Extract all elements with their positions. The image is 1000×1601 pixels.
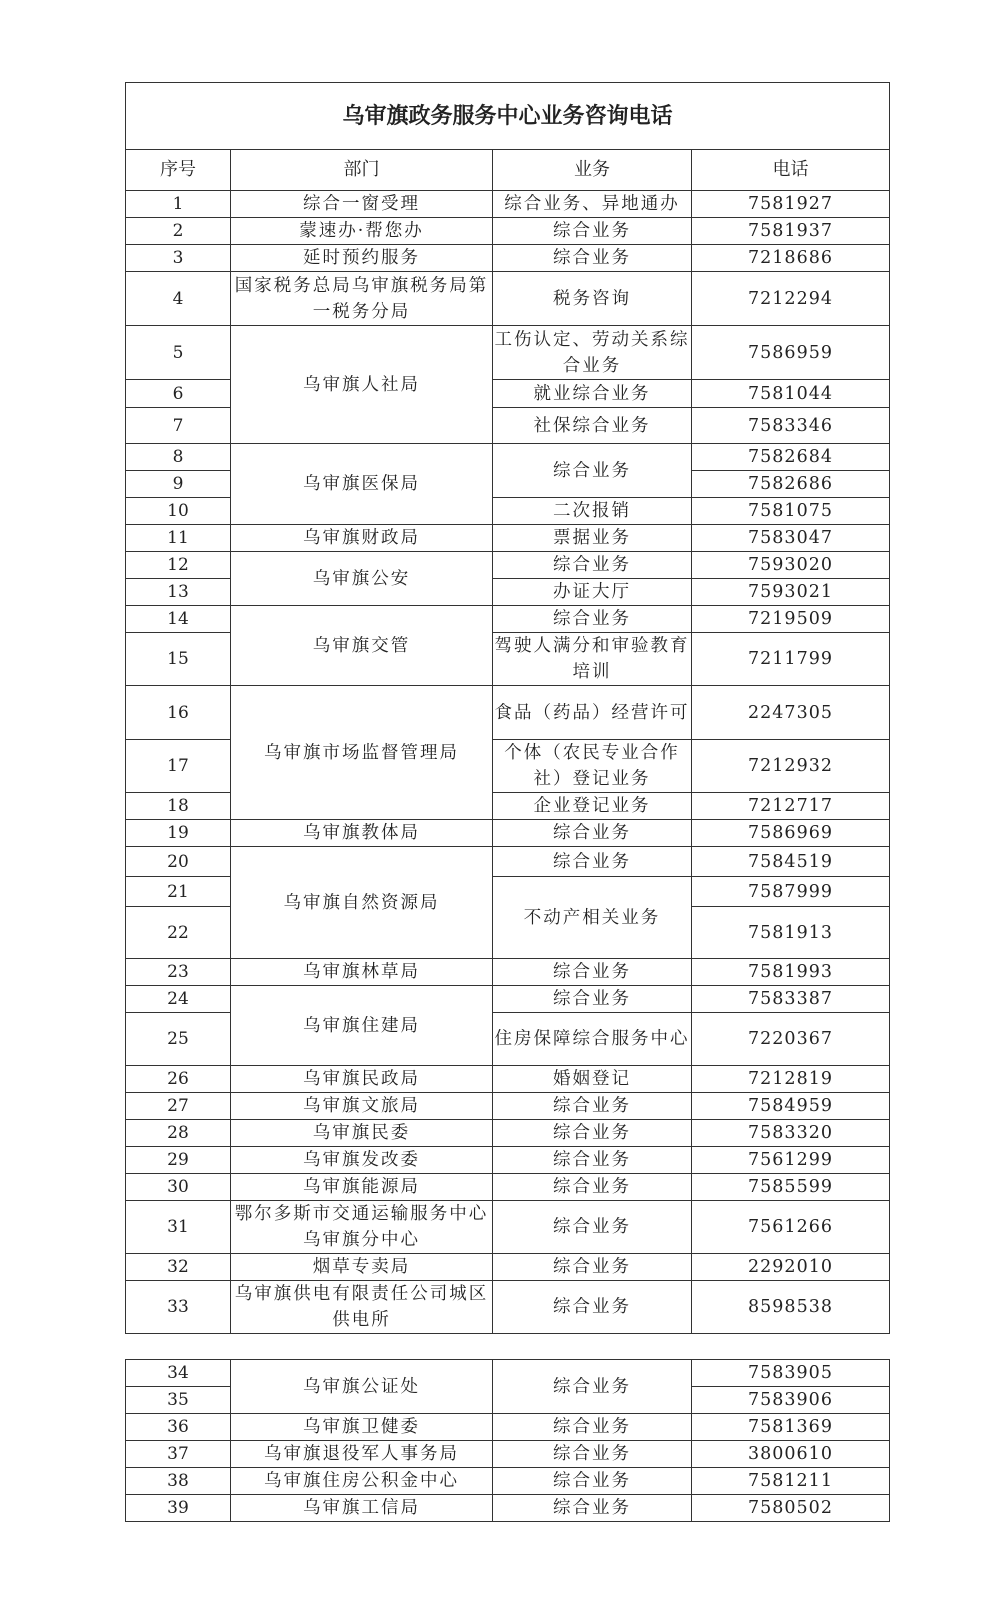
table-row	[126, 1468, 890, 1495]
row-no: 2	[126, 218, 231, 245]
header-tel: 电话	[692, 150, 890, 191]
row-tel: 7581369	[692, 1414, 890, 1441]
row-biz: 综合业务	[493, 1147, 692, 1174]
row-dept: 乌审旗教体局	[231, 820, 493, 847]
row-tel: 3800610	[692, 1441, 890, 1468]
row-tel: 7582684	[692, 444, 890, 471]
row-tel: 7583346	[692, 408, 890, 444]
row-biz: 食品（药品）经营许可	[493, 686, 692, 740]
row-tel: 7580502	[692, 1495, 890, 1522]
row-biz: 就业综合业务	[493, 380, 692, 408]
table-row	[126, 1201, 890, 1254]
row-tel: 7218686	[692, 245, 890, 272]
row-dept: 乌审旗自然资源局	[231, 847, 493, 959]
row-biz: 综合业务	[493, 1281, 692, 1334]
table-row	[126, 959, 890, 986]
row-no: 18	[126, 793, 231, 820]
row-no: 4	[126, 272, 231, 326]
row-no: 39	[126, 1495, 231, 1522]
row-tel: 7212932	[692, 740, 890, 793]
row-no: 6	[126, 380, 231, 408]
row-no: 13	[126, 579, 231, 606]
table-row	[126, 1495, 890, 1522]
row-tel: 7220367	[692, 1013, 890, 1066]
row-no: 12	[126, 552, 231, 579]
row-biz: 综合业务	[493, 245, 692, 272]
row-tel: 7581044	[692, 380, 890, 408]
row-dept: 乌审旗住房公积金中心	[231, 1468, 493, 1495]
row-no: 8	[126, 444, 231, 471]
row-biz: 工伤认定、劳动关系综合业务	[493, 326, 692, 380]
row-biz: 综合业务	[493, 218, 692, 245]
table-row	[126, 1093, 890, 1120]
table-row	[126, 272, 890, 326]
table-row	[126, 552, 890, 579]
row-tel: 7581927	[692, 191, 890, 218]
table-row	[126, 1254, 890, 1281]
row-biz: 综合业务	[493, 1174, 692, 1201]
row-biz: 不动产相关业务	[493, 877, 692, 959]
row-dept: 乌审旗交管	[231, 606, 493, 686]
row-dept: 综合一窗受理	[231, 191, 493, 218]
row-dept: 乌审旗供电有限责任公司城区供电所	[231, 1281, 493, 1334]
row-tel: 7212717	[692, 793, 890, 820]
row-biz: 综合业务	[493, 986, 692, 1013]
row-no: 29	[126, 1147, 231, 1174]
row-dept: 国家税务总局乌审旗税务局第一税务分局	[231, 272, 493, 326]
row-biz: 综合业务	[493, 1495, 692, 1522]
contact-table-continued	[125, 1359, 890, 1522]
row-dept: 鄂尔多斯市交通运输服务中心乌审旗分中心	[231, 1201, 493, 1254]
row-biz: 二次报销	[493, 498, 692, 525]
row-no: 15	[126, 633, 231, 686]
table-row	[126, 986, 890, 1013]
table-row	[126, 606, 890, 633]
row-no: 9	[126, 471, 231, 498]
row-tel: 7212819	[692, 1066, 890, 1093]
row-tel: 7561266	[692, 1201, 890, 1254]
row-tel: 7581075	[692, 498, 890, 525]
row-dept: 乌审旗公证处	[231, 1360, 493, 1414]
row-biz: 综合业务	[493, 606, 692, 633]
row-no: 22	[126, 907, 231, 959]
row-biz: 企业登记业务	[493, 793, 692, 820]
row-no: 24	[126, 986, 231, 1013]
row-no: 16	[126, 686, 231, 740]
row-biz: 综合业务	[493, 1414, 692, 1441]
row-biz: 住房保障综合服务中心	[493, 1013, 692, 1066]
table-row	[126, 1147, 890, 1174]
header-dept: 部门	[231, 150, 493, 191]
row-no: 28	[126, 1120, 231, 1147]
row-biz: 综合业务	[493, 552, 692, 579]
table-row	[126, 1414, 890, 1441]
row-dept: 乌审旗住建局	[231, 986, 493, 1066]
row-tel: 7583906	[692, 1387, 890, 1414]
table-row	[126, 191, 890, 218]
contact-table	[125, 82, 890, 1334]
table-row	[126, 1120, 890, 1147]
table-row	[126, 1360, 890, 1387]
row-no: 33	[126, 1281, 231, 1334]
row-biz: 综合业务	[493, 1120, 692, 1147]
row-dept: 乌审旗能源局	[231, 1174, 493, 1201]
row-dept: 乌审旗工信局	[231, 1495, 493, 1522]
row-no: 26	[126, 1066, 231, 1093]
row-biz: 社保综合业务	[493, 408, 692, 444]
row-dept: 乌审旗文旅局	[231, 1093, 493, 1120]
table-row	[126, 525, 890, 552]
row-no: 27	[126, 1093, 231, 1120]
row-tel: 7582686	[692, 471, 890, 498]
row-biz: 票据业务	[493, 525, 692, 552]
row-biz: 综合业务	[493, 1093, 692, 1120]
row-biz: 综合业务、异地通办	[493, 191, 692, 218]
row-biz: 综合业务	[493, 444, 692, 498]
row-no: 30	[126, 1174, 231, 1201]
row-no: 5	[126, 326, 231, 380]
row-no: 35	[126, 1387, 231, 1414]
row-no: 7	[126, 408, 231, 444]
row-no: 19	[126, 820, 231, 847]
row-dept: 乌审旗民委	[231, 1120, 493, 1147]
row-tel: 7586969	[692, 820, 890, 847]
row-tel: 7581993	[692, 959, 890, 986]
row-tel: 7583320	[692, 1120, 890, 1147]
row-no: 31	[126, 1201, 231, 1254]
row-tel: 7581913	[692, 907, 890, 959]
row-biz: 个体（农民专业合作社）登记业务	[493, 740, 692, 793]
table-row	[126, 1281, 890, 1334]
row-tel: 2292010	[692, 1254, 890, 1281]
row-dept: 乌审旗财政局	[231, 525, 493, 552]
row-tel: 7219509	[692, 606, 890, 633]
table-row	[126, 245, 890, 272]
table-row	[126, 820, 890, 847]
row-no: 11	[126, 525, 231, 552]
row-no: 14	[126, 606, 231, 633]
row-biz: 婚姻登记	[493, 1066, 692, 1093]
table-row	[126, 1174, 890, 1201]
row-biz: 综合业务	[493, 847, 692, 877]
row-dept: 乌审旗卫健委	[231, 1414, 493, 1441]
row-no: 37	[126, 1441, 231, 1468]
table-row	[126, 847, 890, 877]
row-dept: 乌审旗林草局	[231, 959, 493, 986]
table-row	[126, 444, 890, 471]
row-no: 10	[126, 498, 231, 525]
row-tel: 7585599	[692, 1174, 890, 1201]
row-biz: 税务咨询	[493, 272, 692, 326]
row-biz: 驾驶人满分和审验教育培训	[493, 633, 692, 686]
row-no: 34	[126, 1360, 231, 1387]
row-biz: 综合业务	[493, 1441, 692, 1468]
table-row	[126, 1066, 890, 1093]
row-tel: 7593021	[692, 579, 890, 606]
row-no: 32	[126, 1254, 231, 1281]
table-row	[126, 1441, 890, 1468]
row-tel: 7587999	[692, 877, 890, 907]
row-tel: 8598538	[692, 1281, 890, 1334]
row-biz: 综合业务	[493, 1468, 692, 1495]
row-no: 25	[126, 1013, 231, 1066]
row-biz: 综合业务	[493, 1201, 692, 1254]
row-no: 1	[126, 191, 231, 218]
table-row	[126, 326, 890, 380]
row-no: 17	[126, 740, 231, 793]
row-tel: 2247305	[692, 686, 890, 740]
row-dept: 乌审旗公安	[231, 552, 493, 606]
row-biz: 综合业务	[493, 820, 692, 847]
row-dept: 乌审旗退役军人事务局	[231, 1441, 493, 1468]
page-title: 乌审旗政务服务中心业务咨询电话	[126, 83, 890, 150]
table-row	[126, 218, 890, 245]
row-biz: 综合业务	[493, 1254, 692, 1281]
row-no: 38	[126, 1468, 231, 1495]
row-biz: 综合业务	[493, 959, 692, 986]
row-dept: 蒙速办·帮您办	[231, 218, 493, 245]
row-tel: 7583047	[692, 525, 890, 552]
row-tel: 7561299	[692, 1147, 890, 1174]
row-no: 3	[126, 245, 231, 272]
row-no: 23	[126, 959, 231, 986]
row-tel: 7212294	[692, 272, 890, 326]
header-no: 序号	[126, 150, 231, 191]
table-row	[126, 686, 890, 740]
row-no: 20	[126, 847, 231, 877]
row-dept: 乌审旗人社局	[231, 326, 493, 444]
row-tel: 7584519	[692, 847, 890, 877]
row-tel: 7583905	[692, 1360, 890, 1387]
row-dept: 延时预约服务	[231, 245, 493, 272]
row-biz: 办证大厅	[493, 579, 692, 606]
row-tel: 7211799	[692, 633, 890, 686]
row-tel: 7584959	[692, 1093, 890, 1120]
row-dept: 乌审旗市场监督管理局	[231, 686, 493, 820]
row-tel: 7593020	[692, 552, 890, 579]
row-no: 21	[126, 877, 231, 907]
row-tel: 7583387	[692, 986, 890, 1013]
row-dept: 烟草专卖局	[231, 1254, 493, 1281]
row-no: 36	[126, 1414, 231, 1441]
row-tel: 7581937	[692, 218, 890, 245]
row-dept: 乌审旗医保局	[231, 444, 493, 525]
row-biz: 综合业务	[493, 1360, 692, 1414]
row-dept: 乌审旗发改委	[231, 1147, 493, 1174]
header-biz: 业务	[493, 150, 692, 191]
row-tel: 7581211	[692, 1468, 890, 1495]
row-dept: 乌审旗民政局	[231, 1066, 493, 1093]
row-tel: 7586959	[692, 326, 890, 380]
